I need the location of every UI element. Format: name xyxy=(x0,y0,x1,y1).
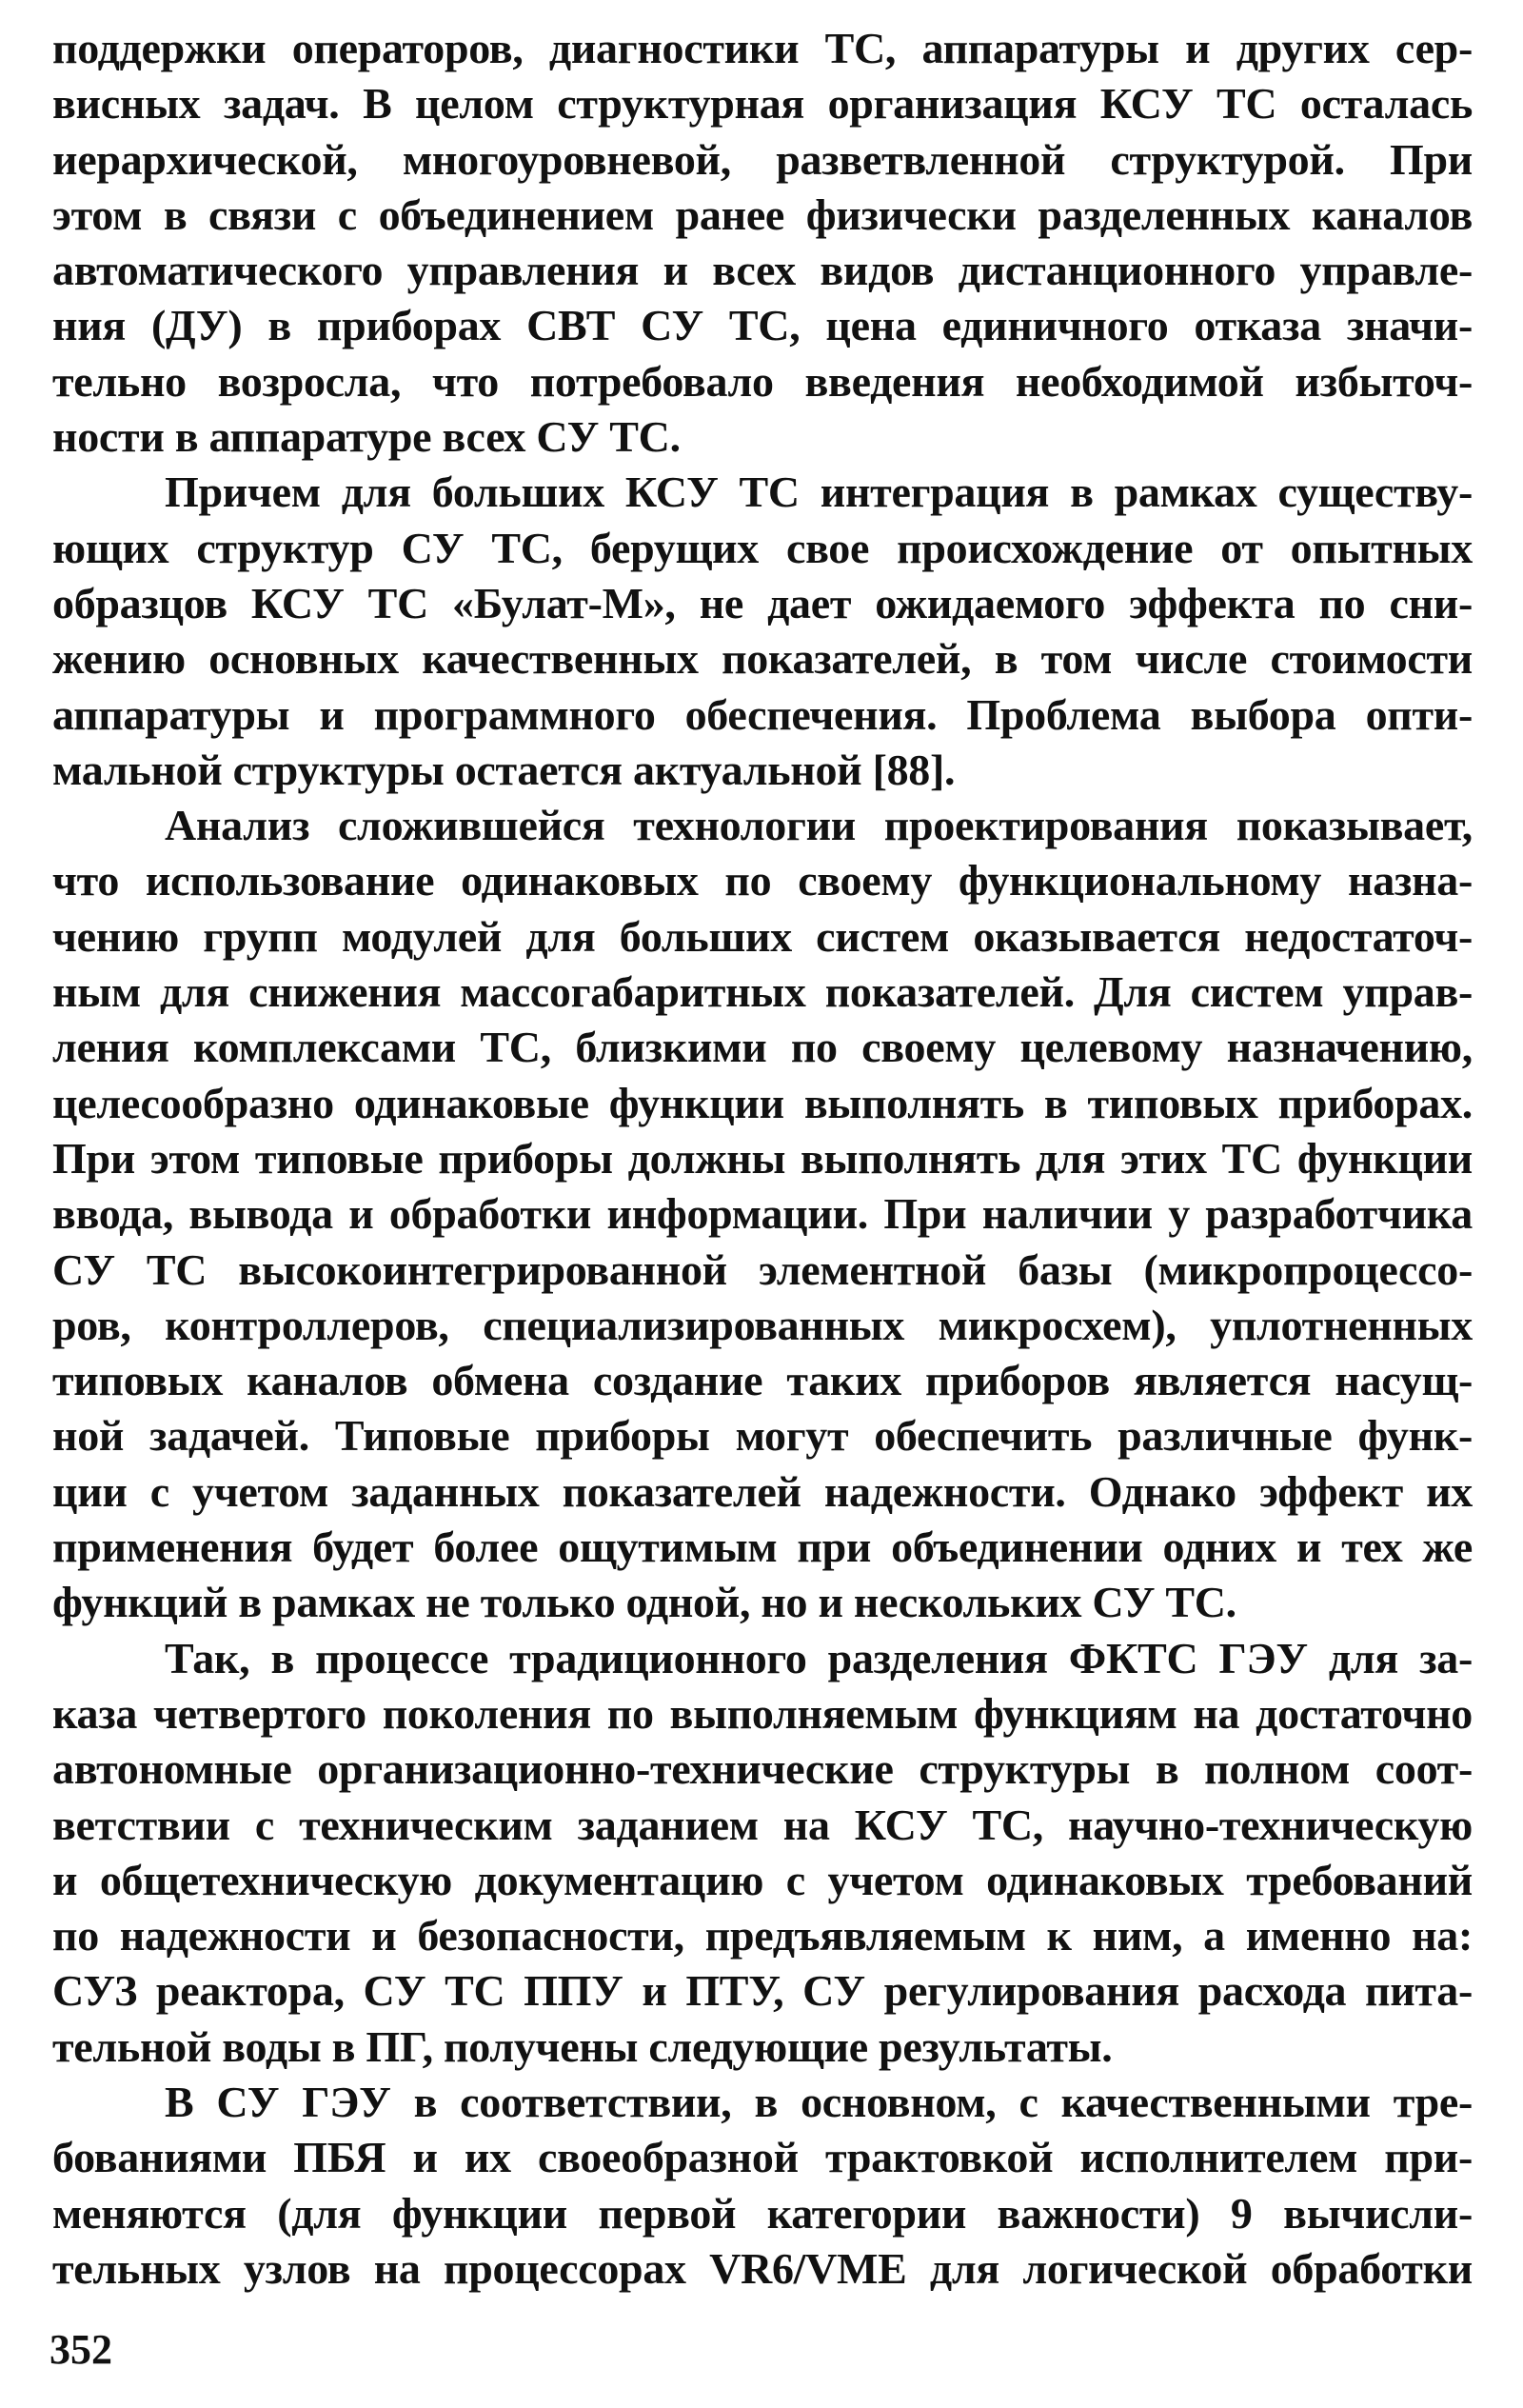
text-line: ющих структур СУ ТС, берущих свое происхождение от опытных xyxy=(52,523,1473,572)
text-line: ния (ДУ) в приборах СВТ СУ ТС, цена единичного отказа значи- xyxy=(52,301,1473,350)
paragraph-3 xyxy=(52,798,1473,1630)
text-line: целесообразно одинаковые функции выполнять в типовых приборах. xyxy=(52,1078,1473,1127)
text-line: поддержки операторов, диагностики ТС, аппаратуры и других сер- xyxy=(52,24,1473,72)
text-line: висных задач. В целом структурная организация КСУ ТС осталась xyxy=(52,79,1473,129)
text-line: В СУ ГЭУ в соответствии, в основном, с качественными тре- xyxy=(165,2077,1473,2126)
text-line: ввода, вывода и обработки информации. При наличии у разработчика xyxy=(52,1189,1473,1239)
text-line: тельных узлов на процессорах VR6/VME для логической обработки xyxy=(52,2243,1473,2293)
text-line: по надежности и безопасности, предъявляемым к ним, а именно на: xyxy=(52,1911,1473,1960)
paragraph-2 xyxy=(52,465,1473,798)
body-text xyxy=(52,21,1473,2297)
text-line: ции с учетом заданных показателей надежности. Однако эффект их xyxy=(52,1466,1473,1516)
text-line: Анализ сложившейся технологии проектирования показывает, xyxy=(165,801,1473,850)
text-line: ления комплексами ТС, близкими по своему целевому назначению, xyxy=(52,1023,1473,1072)
text-line: ров, контроллеров, специализированных микросхем), уплотненных xyxy=(52,1300,1473,1349)
text-line: При этом типовые приборы должны выполнять для этих ТС функции xyxy=(52,1133,1473,1183)
text-line: СУ ТС высокоинтегрированной элементной базы (микропроцессо- xyxy=(52,1244,1473,1294)
page-number: 352 xyxy=(49,2326,112,2373)
paragraph-1 xyxy=(52,21,1473,465)
paragraph-5 xyxy=(52,2075,1473,2297)
text-line: Так, в процессе традиционного разделения ФКТС ГЭУ для за- xyxy=(165,1633,1473,1682)
text-line: мальной структуры остается актуальной [88]. xyxy=(52,745,956,794)
text-line: ной задачей. Типовые приборы могут обеспечить различные функ- xyxy=(52,1411,1473,1461)
text-line: Причем для больших КСУ ТС интеграция в рамках существу- xyxy=(165,468,1473,517)
text-line: автономные организационно-технические структуры в полном соот- xyxy=(52,1744,1473,1794)
text-line: и общетехническую документацию с учетом одинаковых требований xyxy=(52,1855,1473,1904)
text-line: этом в связи с объединением ранее физически разделенных каналов xyxy=(52,189,1473,239)
text-line: каза четвертого поколения по выполняемым функциям на достаточно xyxy=(52,1688,1473,1738)
text-line: что использование одинаковых по своему функциональному назна- xyxy=(52,856,1473,905)
text-line: иерархической, многоуровневой, разветвленной структурой. При xyxy=(52,134,1473,184)
text-line: ветствии с техническим заданием на КСУ ТС, научно-техническую xyxy=(52,1800,1473,1849)
text-line: ным для снижения массогабаритных показателей. Для систем управ- xyxy=(52,967,1473,1017)
text-line: аппаратуры и программного обеспечения. Проблема выбора опти- xyxy=(52,689,1473,739)
paragraph-4 xyxy=(52,1631,1473,2075)
text-line: СУЗ реактора, СУ ТС ППУ и ПТУ, СУ регулирования расхода пита- xyxy=(52,1966,1473,2016)
text-line: тельной воды в ПГ, получены следующие результаты. xyxy=(52,2021,1113,2071)
text-line: автоматического управления и всех видов дистанционного управле- xyxy=(52,246,1473,295)
text-line: меняются (для функции первой категории важности) 9 вычисли- xyxy=(52,2188,1473,2238)
text-line: ности в аппаратуре всех СУ ТС. xyxy=(52,412,681,462)
text-line: чению групп модулей для больших систем оказывается недостаточ- xyxy=(52,911,1473,961)
text-line: функций в рамках не только одной, но и нескольких СУ ТС. xyxy=(52,1578,1236,1627)
text-line: применения будет более ощутимым при объединении одних и тех же xyxy=(52,1522,1473,1572)
text-line: жению основных качественных показателей, в том числе стоимости xyxy=(52,634,1473,684)
text-line: образцов КСУ ТС «Булат-М», не дает ожидаемого эффекта по сни- xyxy=(52,578,1473,627)
text-line: типовых каналов обмена создание таких приборов является насущ- xyxy=(52,1356,1473,1405)
text-line: бованиями ПБЯ и их своеобразной трактовкой исполнителем при- xyxy=(52,2133,1473,2182)
text-line: тельно возросла, что потребовало введения необходимой избыточ- xyxy=(52,356,1473,406)
